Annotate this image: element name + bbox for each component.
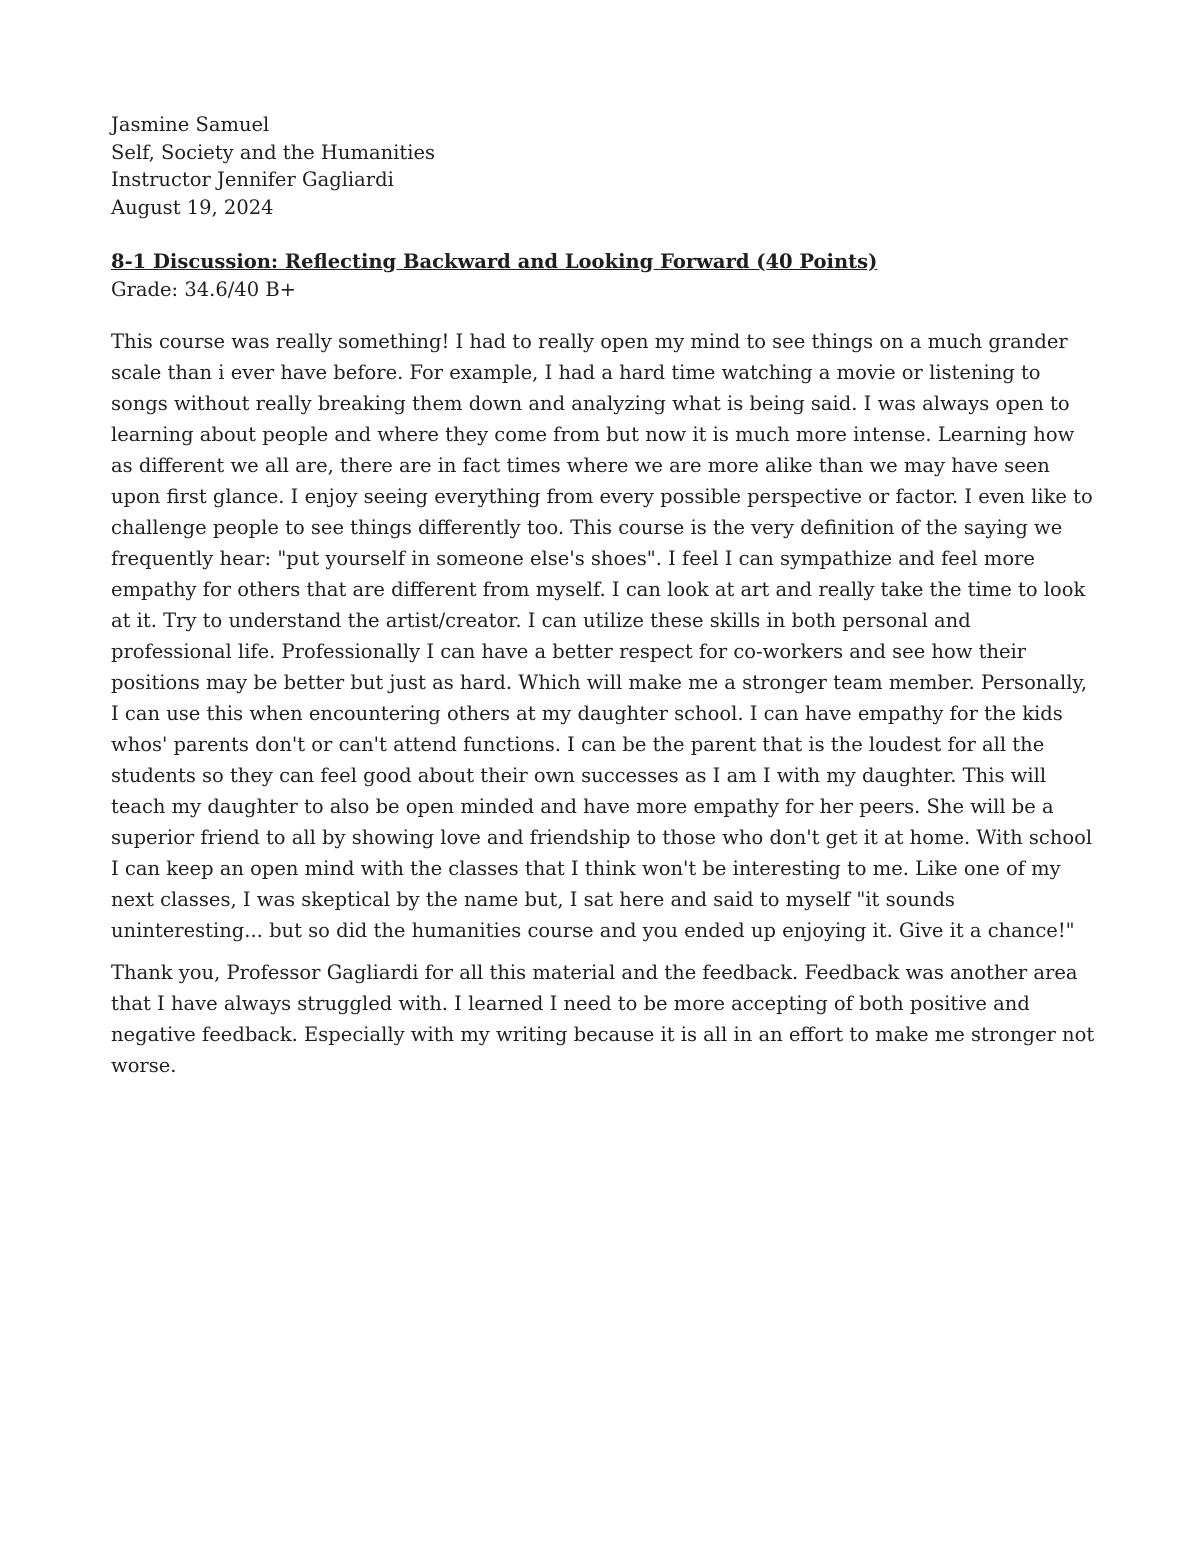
body-paragraph-2: Thank you, Professor Gagliardi for all this material and the feedback. Feedback was another area that I have always struggled with. I learned I need to be more accepting of both positive and negative feedback. Especially with my writing because it is all in an effort to make me stronger not worse. (111, 961, 1095, 1077)
body-paragraph-1: This course was really something! I had to really open my mind to see things on a much grander scale than i ever have before. For example, I had a hard time watching a movie or listening to songs without really breaking them down and analyzing what is being said. I was always open to learning about people and where they come from but now it is much more intense. Learning how as different we all are, there are in fact times where we are more alike than we may have seen upon first glance. I enjoy seeing everything from every possible perspective or factor. I even like to challenge people to see things differently too. This course is the very definition of the saying we frequently hear: "put yourself in someone else's shoes". I feel I can sympathize and feel more empathy for others that are different from myself. I can look at art and really take the time to look at it. Try to understand the artist/creator. I can utilize these skills in both personal and professional life. Professionally I can have a better respect for co-workers and see how their positions may be better but just as hard. Which will make me a stronger team member. Personally, I can use this when encountering others at my daughter school. I can have empathy for the kids whos' parents don't or can't attend functions. I can be the parent that is the loudest for all the students so they can feel good about their own successes as I am I with my daughter. This will teach my daughter to also be open minded and have more empathy for her peers. She will be a superior friend to all by showing love and friendship to those who don't get it at home. With school I can keep an open mind with the classes that I think won't be interesting to me. Like one of my next classes, I was skeptical by the name but, I sat here and said to myself "it sounds uninteresting... but so did the humanities course and you ended up enjoying it. Give it a chance!" (111, 330, 1093, 942)
document-date: August 19, 2024 (111, 195, 274, 219)
instructor-name: Instructor Jennifer Gagliardi (111, 168, 394, 191)
author-name: Jasmine Samuel (111, 113, 270, 136)
course-name: Self, Society and the Humanities (111, 140, 435, 164)
grade-line: Grade: 34.6/40 B+ (111, 277, 296, 301)
assignment-title: 8-1 Discussion: Reflecting Backward and Looking Forward (40 Points) (111, 250, 878, 273)
document-body (111, 111, 1096, 1081)
